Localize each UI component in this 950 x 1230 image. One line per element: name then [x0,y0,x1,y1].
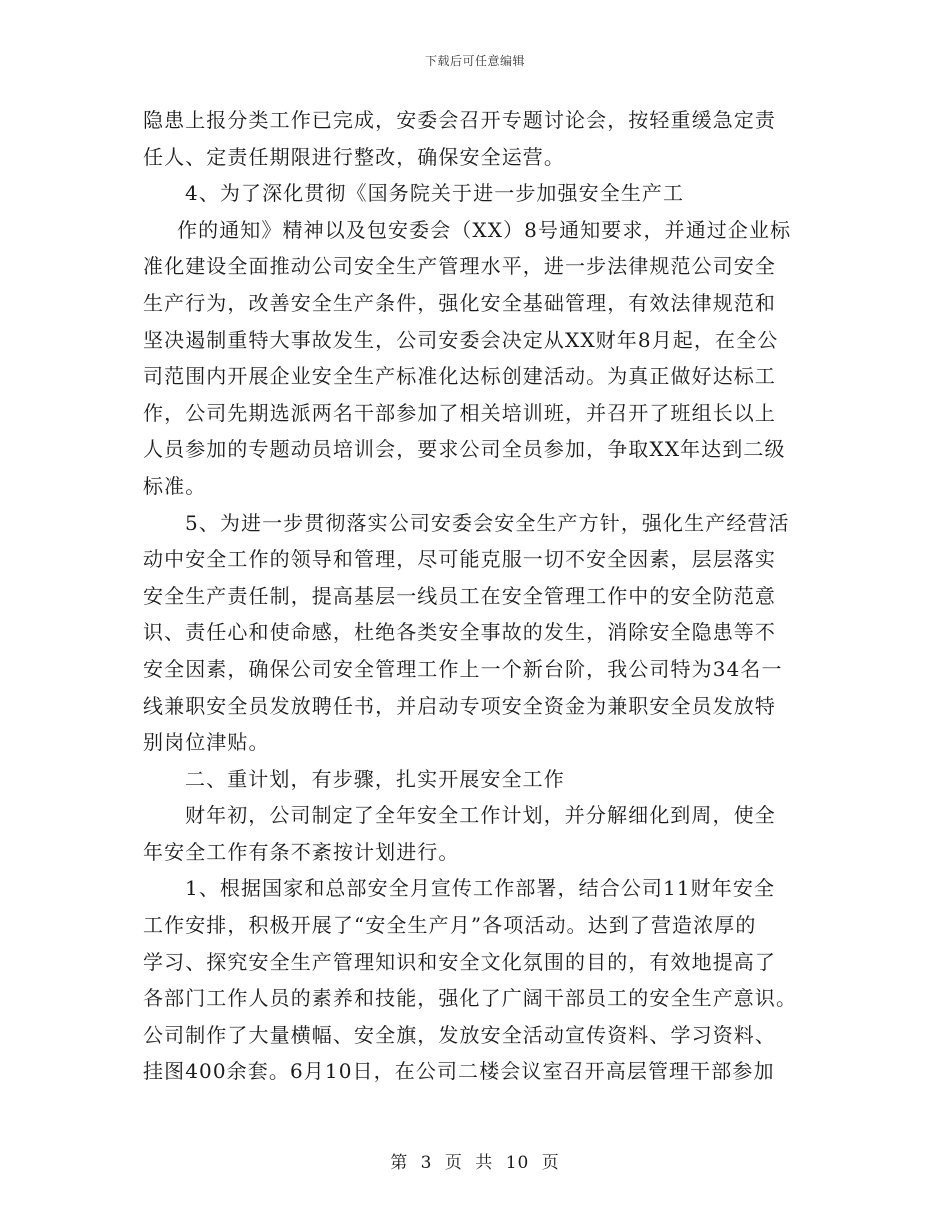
page-number-footer: 第 3 页 共 10 页 [390,1153,560,1173]
text-line: 各部门工作人员的素养和技能，强化了广阔干部员工的安全生产意识。 [143,986,798,1011]
text-line: 公司制作了大量横幅、安全旗，发放安全活动宣传资料、学习资料、 [143,1022,776,1047]
text-line: 动中安全工作的领导和管理，尽可能克服一切不安全因素，层层落实 [143,547,776,572]
text-line: 标准。 [143,473,207,498]
text-line: 司范围内开展企业安全生产标准化达标创建活动。为真正做好达标工 [143,364,776,389]
document-body [143,102,803,1090]
text-line: 生产行为，改善安全生产条件，强化安全基础管理，有效法律规范和 [143,290,776,315]
text-line: 年安全工作有条不紊按计划进行。 [143,839,460,864]
paragraph-start-line: 5、为进一步贯彻落实公司安委会安全生产方针，强化生产经营活 [185,510,790,535]
paragraph-start-line: 4、为了深化贯彻《国务院关于进一步加强安全生产工 [185,181,685,206]
text-line: 安全生产责任制，提高基层一线员工在安全管理工作中的安全防范意 [143,583,776,608]
page-header: 下载后可任意编辑 [424,54,525,68]
text-line: 准化建设全面推动公司安全生产管理水平，进一步法律规范公司安全 [143,254,776,279]
text-line: 隐患上报分类工作已完成，安委会召开专题讨论会，按轻重缓急定责 [143,108,776,132]
text-line: 任人、定责任期限进行整改，确保安全运营。 [143,144,565,169]
text-line: 人员参加的专题动员培训会，要求公司全员参加，争取XX年达到二级 [143,437,786,462]
text-line: 作，公司先期选派两名干部参加了相关培训班，并召开了班组长以上 [143,400,776,425]
text-line: 作的通知》精神以及包安委会（XX）8号通知要求，并通过企业标 [177,217,792,242]
text-line: 工作安排，积极开展了“安全生产月”各项活动。达到了营造浓厚的 [143,913,757,938]
paragraph-start-line: 1、根据国家和总部安全月宣传工作部署，结合公司11财年安全 [185,876,776,901]
text-line: 别岗位津贴。 [143,730,270,755]
section-heading: 二、重计划，有步骤，扎实开展安全工作 [185,766,565,791]
text-line: 识、责任心和使命感，杜绝各类安全事故的发生，消除安全隐患等不 [143,620,776,645]
text-line: 坚决遏制重特大事故发生，公司安委会决定从XX财年8月起，在全公 [143,327,779,352]
paragraph-start-line: 财年初，公司制定了全年安全工作计划，并分解细化到周，使全 [185,803,776,828]
text-line: 挂图400余套。6月10日，在公司二楼会议室召开高层管理干部参加 [143,1059,775,1084]
text-line: 线兼职安全员发放聘任书，并启动专项安全资金为兼职安全员发放特 [143,693,776,718]
text-line: 安全因素，确保公司安全管理工作上一个新台阶，我公司特为34名一 [143,656,783,681]
text-line: 学习、探究安全生产管理知识和安全文化氛围的目的，有效地提高了 [143,949,776,974]
